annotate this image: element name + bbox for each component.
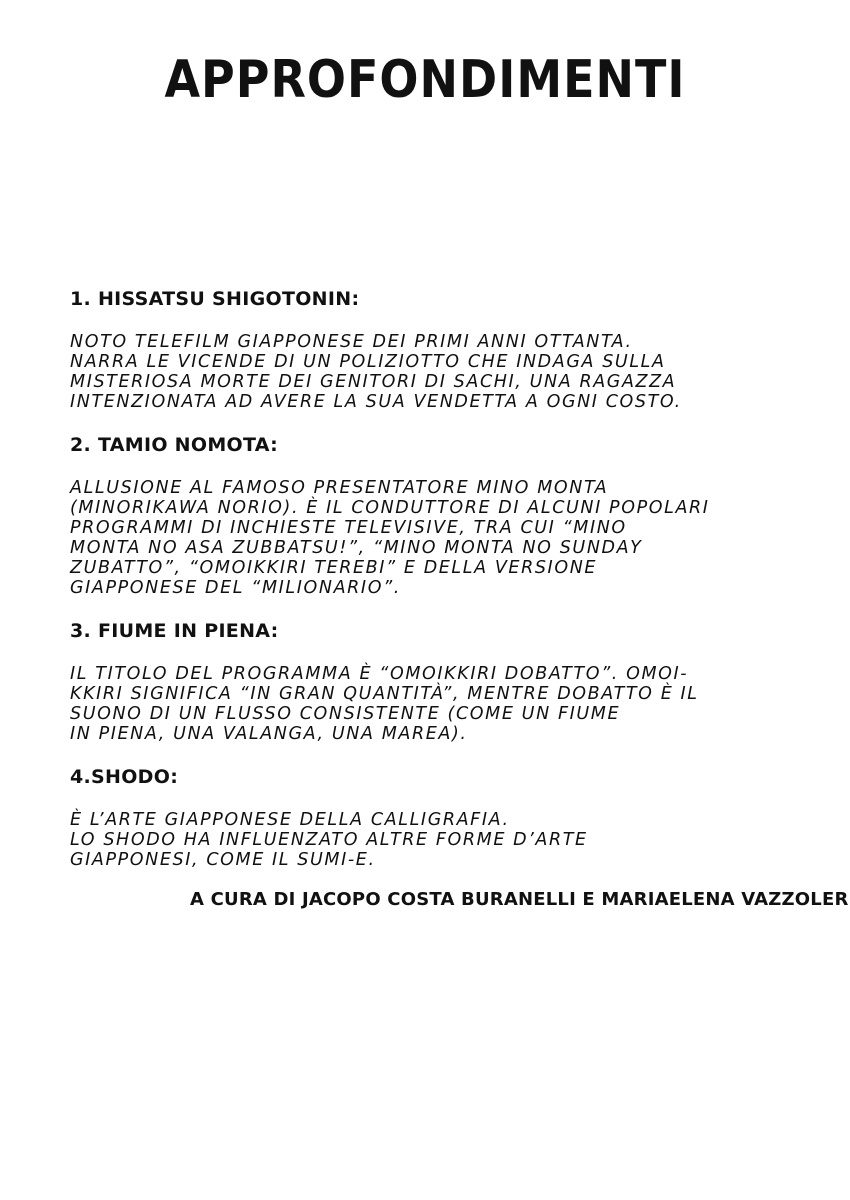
note-shodo [70,766,780,870]
note-body: È L’ARTE GIAPPONESE DELLA CALLIGRAFIA. LO SHODO HA INFLUENZATO ALTRE FORME D’ARTE GIAPPONESI, COME IL SUMI-E. [70,810,588,870]
notes-list [70,288,780,892]
note-body: NOTO TELEFILM GIAPPONESE DEI PRIMI ANNI OTTANTA. NARRA LE VICENDE DI UN POLIZIOTTO CHE INDAGA SULLA MISTERIOSA MORTE DEI GENITORI DI SACHI, UNA RAGAZZA INTENZIONATA AD AVERE LA SUA VENDETTA A OGNI COSTO. [70,332,682,412]
note-heading: 3. FIUME IN PIENA: [70,620,279,642]
note-heading: 2. TAMIO NOMOTA: [70,434,279,456]
note-tamio-nomota [70,434,780,598]
page-title: APPROFONDIMENTI [164,48,686,110]
note-hissatsu-shigotonin [70,288,780,412]
credits: A CURA DI JACOPO COSTA BURANELLI E MARIAELENA VAZZOLER [190,889,849,910]
note-body: IL TITOLO DEL PROGRAMMA È “OMOIKKIRI DOBATTO”. OMOI- KKIRI SIGNIFICA “IN GRAN QUANTITÀ”, MENTRE DOBATTO È IL SUONO DI UN FLUSSO CONSISTENTE (COME UN FIUME IN PIENA, UNA VALANGA, UNA MAREA). [70,664,699,744]
note-heading: 4.SHODO: [70,766,179,788]
note-heading: 1. HISSATSU SHIGOTONIN: [70,288,360,310]
note-fiume-in-piena [70,620,780,744]
note-body: ALLUSIONE AL FAMOSO PRESENTATORE MINO MONTA (MINORIKAWA NORIO). È IL CONDUTTORE DI ALCUNI POPOLARI PROGRAMMI DI INCHIESTE TELEVISIVE, TRA CUI “MINO MONTA NO ASA ZUBBATSU!”, “MINO MONTA NO SUNDAY ZUBATTO”, “OMOIKKIRI TEREBI” E DELLA VERSIONE GIAPPONESE DEL “MILIONARIO”. [70,478,710,598]
